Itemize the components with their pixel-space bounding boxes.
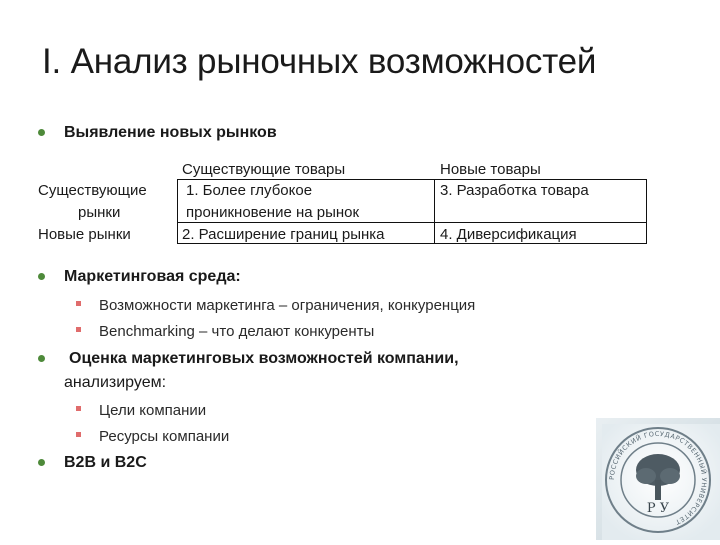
- seal-letters: Р У: [646, 501, 670, 516]
- bullet-marker: [38, 459, 45, 466]
- sub-bullet-opportunities: Возможности маркетинга – ограничения, конкуренция: [99, 297, 476, 314]
- bullet-marker: [38, 355, 45, 362]
- table-border-top: [177, 179, 647, 180]
- cell-product-development: 3. Разработка товара: [440, 182, 589, 199]
- row-label-existing-markets-1: Существующие: [38, 182, 147, 199]
- bullet-marker: [38, 129, 45, 136]
- bullet-marker: [38, 273, 45, 280]
- cell-market-penetration-2: проникновение на рынок: [186, 204, 360, 221]
- table-border-left: [177, 179, 178, 244]
- table-border-center: [434, 179, 435, 244]
- bullet-evaluation: Оценка маркетинговых возможностей компании,: [69, 350, 459, 367]
- table-border-right: [646, 179, 647, 244]
- table-border-middle: [177, 222, 647, 223]
- col-header-new-products: Новые товары: [440, 161, 541, 178]
- bullet-b2b-b2c: B2B и B2C: [64, 454, 147, 471]
- sub-bullet-marker: [76, 406, 81, 411]
- bullet-new-markets: Выявление новых рынков: [64, 124, 277, 141]
- table-border-bottom: [177, 243, 647, 244]
- cell-market-development: 2. Расширение границ рынка: [182, 226, 385, 243]
- university-seal-logo: [596, 418, 720, 540]
- seal-ring-text: РОССИЙСКИЙ ГОСУДАРСТВЕННЫЙ УНИВЕРСИТЕТ: [607, 429, 709, 527]
- col-header-existing-products: Существующие товары: [182, 161, 346, 178]
- sub-bullet-benchmarking: Benchmarking – что делают конкуренты: [99, 323, 375, 340]
- sub-bullet-goals: Цели компании: [99, 402, 207, 419]
- row-label-existing-markets-2: рынки: [78, 204, 121, 221]
- sub-bullet-resources: Ресурсы компании: [99, 428, 230, 445]
- sub-bullet-marker: [76, 327, 81, 332]
- seal-icon: [596, 418, 720, 540]
- bullet-evaluation-continued: анализируем:: [64, 374, 167, 391]
- bullet-marketing-environment: Маркетинговая среда:: [64, 268, 241, 285]
- slide-title: I. Анализ рыночных возможностей: [42, 42, 597, 81]
- sub-bullet-marker: [76, 301, 81, 306]
- sub-bullet-marker: [76, 432, 81, 437]
- cell-market-penetration-1: 1. Более глубокое: [186, 182, 313, 199]
- cell-diversification: 4. Диверсификация: [440, 226, 577, 243]
- row-label-new-markets: Новые рынки: [38, 226, 131, 243]
